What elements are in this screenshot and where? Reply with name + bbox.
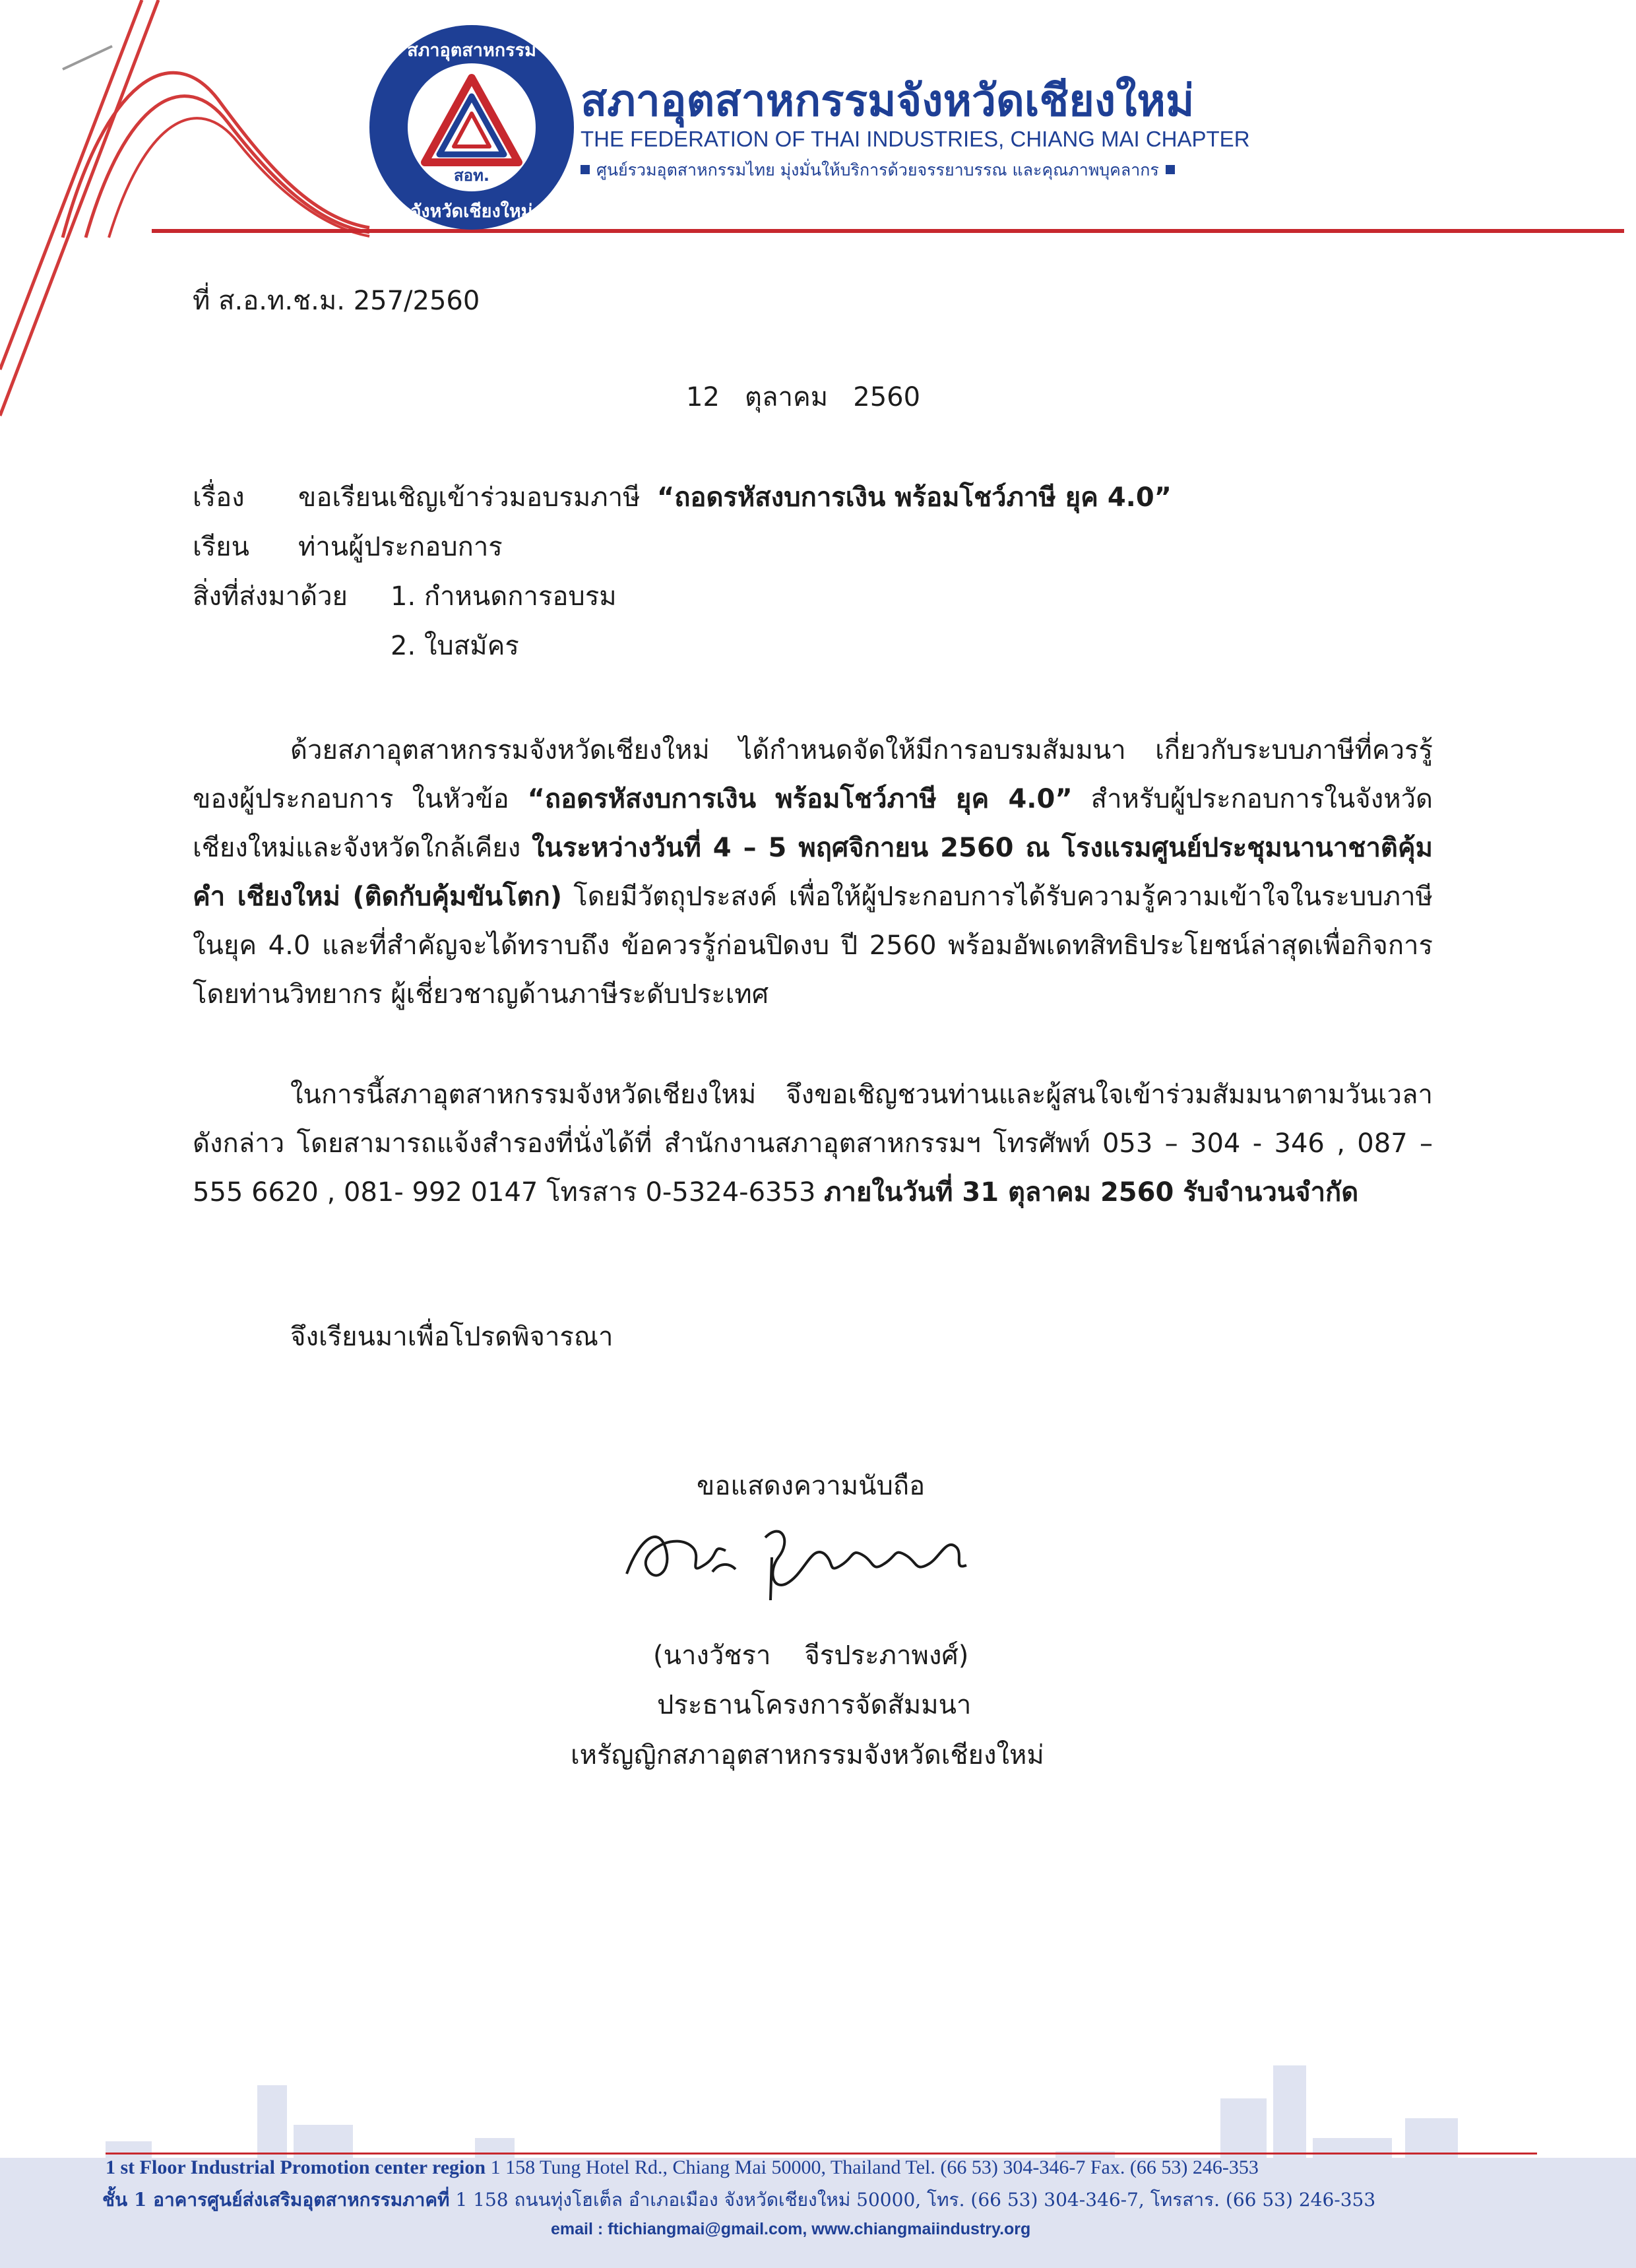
- subject-line: [298, 482, 1172, 513]
- para2-text: ในการนี้สภาอุตสาหกรรมจังหวัดเชียงใหม่ จึงขอเชิญชวนท่านและผู้สนใจเข้าร่วมสัมมนาตามวันเวลาดังกล่าว โดยสามารถแจ้งสำรองที่นั่งได้ที่ สำนักงานสภาอุตสาหกรรมฯ โทรศัพท์ 053 – 304 - 346 , 087 – 555 6620 , 081- 992 0147 โทรสาร 0-5324-6353: [193, 1080, 1433, 1208]
- handwritten-signature: [614, 1511, 983, 1604]
- footer-address-th-text: 1 158 ถนนทุ่งโฮเต็ล อำเภอเมือง จังหวัดเชียงใหม่ 50000, โทร. (66 53) 304-346-7, โทรสาร. (66 53) 246-353: [455, 2189, 1376, 2211]
- signer-name: (นางวัชรา จีรประภาพงศ์): [653, 1640, 969, 1671]
- body-paragraph-1: [193, 726, 1433, 1019]
- seal-abbreviation: สอท.: [454, 166, 489, 185]
- enclosure-item: 1. กำหนดการอบรม: [391, 581, 617, 612]
- recipient-label: เรียน: [193, 532, 249, 562]
- enclosure-label: สิ่งที่ส่งมาด้วย: [193, 581, 348, 612]
- footer-address-en-text: 1 158 Tung Hotel Rd., Chiang Mai 50000, Thailand Tel. (66 53) 304-346-7 Fax. (66 53) 246-353: [490, 2156, 1259, 2178]
- subject-text: ขอเรียนเชิญเข้าร่วมอบรมภาษี: [298, 482, 641, 513]
- regards-line: ขอแสดงความนับถือ: [697, 1471, 926, 1501]
- square-bullet-icon: [1166, 165, 1175, 174]
- subject-label: เรื่อง: [193, 482, 245, 513]
- para2-deadline: ภายในวันที่ 31 ตุลาคม 2560 รับจำนวนจำกัด: [824, 1177, 1359, 1208]
- closing-line: จึงเรียนมาเพื่อโปรดพิจารณา: [290, 1322, 614, 1352]
- square-bullet-icon: [581, 165, 590, 174]
- tagline-text: ศูนย์รวมอุตสาหกรรมไทย มุ่งมั่นให้บริการด้วยจรรยาบรรณ และคุณภาพบุคลากร: [596, 160, 1159, 179]
- para1-text: ด้วยสภาอุตสาหกรรมจังหวัดเชียงใหม่ ได้กำหนดจัดให้มีการอบรมสัมมนา เกี่ยวกับระบบภาษีที่ควรรู้ของผู้ประกอบการ ในหัวข้อ: [193, 735, 1433, 814]
- seal-ring-bottom-text: จังหวัดเชียงใหม่: [410, 201, 533, 222]
- signer-title-1: ประธานโครงการจัดสัมมนา: [657, 1690, 972, 1720]
- subject-title: “ถอดรหัสงบการเงิน พร้อมโชว์ภาษี ยุค 4.0”: [656, 482, 1172, 513]
- seal-emblem: [408, 63, 536, 191]
- reference-number: ที่ ส.อ.ท.ช.ม. 257/2560: [193, 286, 480, 316]
- signer-title-2: เหรัญญิกสภาอุตสาหกรรมจังหวัดเชียงใหม่: [571, 1740, 1044, 1770]
- federation-seal: [369, 25, 574, 230]
- para1-course-title: “ถอดรหัสงบการเงิน พร้อมโชว์ภาษี ยุค 4.0”: [527, 784, 1073, 814]
- footer-address-english: [106, 2156, 1259, 2179]
- seal-ring-top-text: สภาอุตสาหกรรม: [407, 40, 536, 61]
- para1-text: สำหรับผู้ประกอบการในจังหวัดเชียงใหม่และจังหวัดใกล้เคียง: [193, 784, 1433, 863]
- footer-address-th-bold: ชั้น 1 อาคารศูนย์ส่งเสริมอุตสาหกรรมภาคที่: [102, 2189, 450, 2211]
- org-name-thai: สภาอุตสาหกรรมจังหวัดเชียงใหม่: [581, 75, 1195, 126]
- footer-divider: [106, 2153, 1537, 2155]
- enclosure-item: 2. ใบสมัคร: [391, 631, 519, 661]
- letter-date: 12 ตุลาคม 2560: [686, 382, 921, 412]
- org-tagline: [581, 157, 1175, 183]
- body-paragraph-2: [193, 1070, 1433, 1217]
- footer-email-website[interactable]: email : ftichiangmai@gmail.com, www.chiangmaiindustry.org: [551, 2220, 1031, 2238]
- footer-address-en-bold: 1 st Floor Industrial Promotion center region: [106, 2156, 486, 2178]
- para1-text: โดยมีวัตถุประสงค์ เพื่อให้ผู้ประกอบการได้รับความรู้ความเข้าใจในระบบภาษีในยุค 4.0 และที่สำคัญจะได้ทราบถึง ข้อควรรู้ก่อนปิดงบ ปี 2560 พร้อมอัพเดทสิทธิประโยชน์ล่าสุดเพื่อกิจการ โดยท่านวิทยากร ผู้เชี่ยวชาญด้านภาษีระดับประเทศ: [193, 882, 1433, 1010]
- footer-address-thai: [102, 2186, 1375, 2215]
- recipient-text: ท่านผู้ประกอบการ: [298, 532, 503, 562]
- para1-date-venue: ในระหว่างวันที่ 4 – 5 พฤศจิกายน 2560 ณ โรงแรมศูนย์ประชุมนานาชาติคุ้มคำ เชียงใหม่ (ติดกับคุ้มขันโตก): [193, 833, 1433, 912]
- org-name-english: THE FEDERATION OF THAI INDUSTRIES, CHIANG MAI CHAPTER: [581, 127, 1250, 151]
